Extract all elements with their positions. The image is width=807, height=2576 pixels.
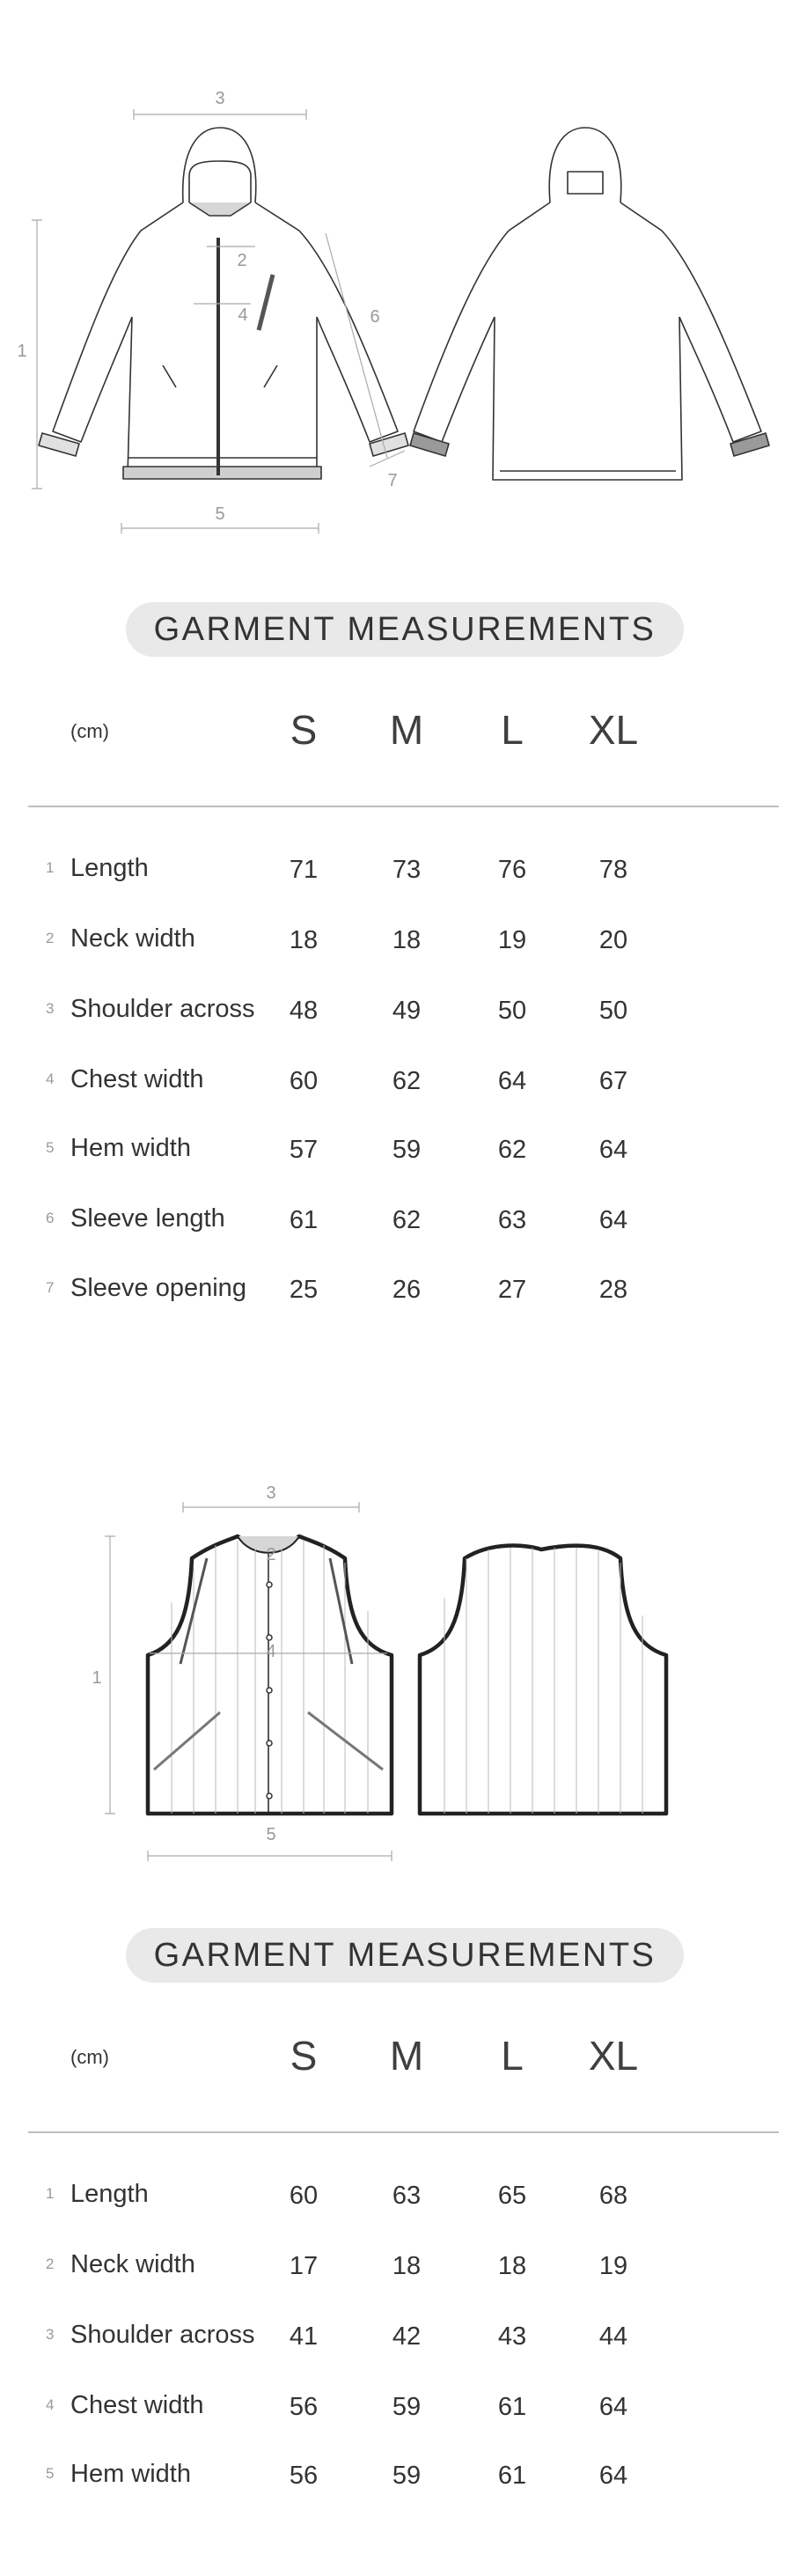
- vest-diagram: [0, 1461, 807, 1884]
- marker-3: 3: [215, 89, 225, 108]
- marker-4: 4: [266, 1642, 276, 1661]
- value-l: 63: [497, 1206, 527, 1234]
- header-divider: [28, 2131, 779, 2133]
- row-number: 2: [46, 930, 55, 946]
- row-number: 6: [46, 1210, 55, 1226]
- table-row: [0, 2180, 807, 2215]
- table-row: [0, 1065, 807, 1100]
- section-title: GARMENT MEASUREMENTS: [126, 1928, 684, 1983]
- value-s: 60: [289, 1067, 319, 1095]
- row-number: 1: [46, 2185, 55, 2202]
- value-m: 26: [392, 1276, 422, 1304]
- value-xl: 20: [598, 926, 628, 954]
- size-header-s: S: [290, 707, 318, 753]
- value-xl: 67: [598, 1067, 628, 1095]
- marker-2: 2: [237, 251, 247, 270]
- row-number: 4: [46, 1071, 55, 1087]
- table-row: [0, 1204, 807, 1240]
- row-label: Shoulder across: [70, 2321, 255, 2349]
- row-label: Chest width: [70, 2391, 204, 2419]
- size-header-xl: XL: [588, 707, 639, 753]
- value-m: 73: [392, 856, 422, 884]
- value-l: 50: [497, 997, 527, 1025]
- value-m: 42: [392, 2322, 422, 2351]
- row-label: Shoulder across: [70, 995, 255, 1023]
- value-m: 62: [392, 1206, 422, 1234]
- value-s: 18: [289, 926, 319, 954]
- table-row: [0, 2391, 807, 2426]
- marker-5: 5: [215, 504, 225, 524]
- row-number: 1: [46, 859, 55, 876]
- value-s: 25: [289, 1276, 319, 1304]
- size-header-s: S: [290, 2033, 318, 2079]
- row-number: 3: [46, 2326, 55, 2343]
- value-xl: 78: [598, 856, 628, 884]
- table-row: [0, 2321, 807, 2356]
- value-s: 56: [289, 2462, 319, 2490]
- value-xl: 19: [598, 2252, 628, 2280]
- header-divider: [28, 806, 779, 807]
- unit-label: (cm): [70, 2046, 109, 2068]
- row-label: Length: [70, 854, 149, 882]
- value-m: 18: [392, 2252, 422, 2280]
- table-row: [0, 2460, 807, 2495]
- value-l: 61: [497, 2462, 527, 2490]
- value-s: 17: [289, 2252, 319, 2280]
- value-l: 27: [497, 1276, 527, 1304]
- marker-6: 6: [370, 307, 380, 327]
- value-l: 65: [497, 2182, 527, 2210]
- value-xl: 64: [598, 2393, 628, 2421]
- value-s: 71: [289, 856, 319, 884]
- value-l: 43: [497, 2322, 527, 2351]
- value-xl: 28: [598, 1276, 628, 1304]
- row-label: Neck width: [70, 2250, 195, 2278]
- value-s: 41: [289, 2322, 319, 2351]
- row-number: 2: [46, 2256, 55, 2272]
- size-header-xl: XL: [588, 2033, 639, 2079]
- value-m: 63: [392, 2182, 422, 2210]
- value-s: 61: [289, 1206, 319, 1234]
- row-number: 3: [46, 1000, 55, 1017]
- value-xl: 44: [598, 2322, 628, 2351]
- table-row: [0, 924, 807, 960]
- value-l: 76: [497, 856, 527, 884]
- marker-7: 7: [387, 471, 398, 490]
- value-l: 61: [497, 2393, 527, 2421]
- marker-4: 4: [238, 305, 248, 325]
- value-m: 59: [392, 1136, 422, 1164]
- value-s: 56: [289, 2393, 319, 2421]
- value-m: 59: [392, 2462, 422, 2490]
- row-label: Sleeve opening: [70, 1274, 246, 1302]
- row-label: Hem width: [70, 2460, 191, 2488]
- row-number: 5: [46, 2465, 55, 2482]
- table-row: [0, 1134, 807, 1169]
- size-header-m: M: [389, 707, 424, 753]
- value-xl: 64: [598, 2462, 628, 2490]
- row-label: Neck width: [70, 924, 195, 953]
- size-header-m: M: [389, 2033, 424, 2079]
- value-s: 57: [289, 1136, 319, 1164]
- value-s: 48: [289, 997, 319, 1025]
- marker-1: 1: [17, 342, 27, 361]
- section-title: GARMENT MEASUREMENTS: [126, 602, 684, 657]
- value-xl: 68: [598, 2182, 628, 2210]
- jacket-diagram: [0, 0, 807, 546]
- table-row: [0, 995, 807, 1030]
- row-number: 5: [46, 1139, 55, 1156]
- value-xl: 50: [598, 997, 628, 1025]
- table-row: [0, 854, 807, 889]
- value-m: 62: [392, 1067, 422, 1095]
- row-number: 4: [46, 2396, 55, 2413]
- table-row: [0, 2250, 807, 2285]
- row-label: Sleeve length: [70, 1204, 225, 1233]
- value-l: 62: [497, 1136, 527, 1164]
- marker-1: 1: [92, 1668, 102, 1688]
- value-m: 59: [392, 2393, 422, 2421]
- value-l: 19: [497, 926, 527, 954]
- value-xl: 64: [598, 1136, 628, 1164]
- value-s: 60: [289, 2182, 319, 2210]
- value-m: 49: [392, 997, 422, 1025]
- marker-2: 2: [266, 1545, 276, 1564]
- unit-label: (cm): [70, 720, 109, 742]
- size-header-l: L: [501, 2033, 524, 2079]
- row-label: Hem width: [70, 1134, 191, 1162]
- row-label: Length: [70, 2180, 149, 2208]
- table-row: [0, 1274, 807, 1309]
- marker-3: 3: [266, 1483, 276, 1503]
- row-number: 7: [46, 1279, 55, 1296]
- value-m: 18: [392, 926, 422, 954]
- value-l: 18: [497, 2252, 527, 2280]
- marker-5: 5: [266, 1825, 276, 1844]
- row-label: Chest width: [70, 1065, 204, 1093]
- value-l: 64: [497, 1067, 527, 1095]
- value-xl: 64: [598, 1206, 628, 1234]
- size-header-l: L: [501, 707, 524, 753]
